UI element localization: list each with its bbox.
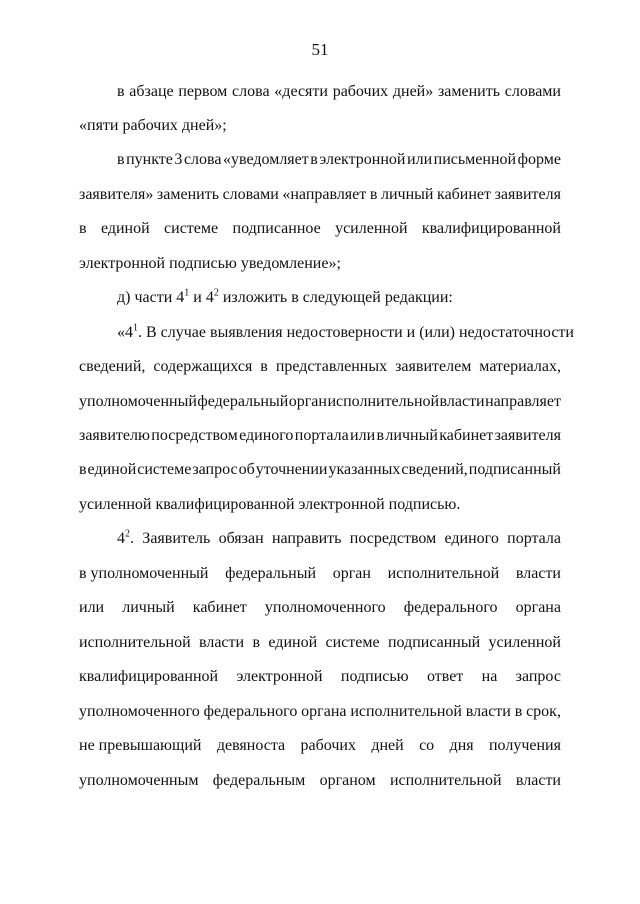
- word: или: [79, 599, 105, 616]
- word: в: [79, 220, 87, 237]
- text-fragment: д) части 4: [117, 289, 185, 306]
- superscript: 2: [125, 528, 130, 540]
- word: девяноста: [216, 737, 286, 754]
- text-line: [79, 460, 561, 480]
- text-line: [117, 529, 561, 549]
- word: словами: [222, 186, 279, 203]
- word: на: [481, 668, 498, 685]
- word: в: [376, 427, 385, 444]
- word: в: [252, 634, 261, 651]
- word: в: [260, 358, 268, 375]
- word: единого: [239, 427, 294, 444]
- word: 3: [174, 151, 183, 168]
- word: усиленной: [488, 634, 561, 651]
- text-fragment: 4: [117, 530, 125, 547]
- word: системе: [137, 461, 192, 478]
- word: в: [79, 461, 87, 478]
- word: запрос: [515, 668, 561, 685]
- superscript: 2: [213, 287, 219, 299]
- word: заявителя»: [79, 186, 154, 203]
- word: портала: [294, 427, 349, 444]
- word: исполнительной: [389, 772, 502, 789]
- word: подписью: [340, 668, 409, 685]
- text-line: [79, 736, 561, 756]
- text-line: усиленной квалифицированной электронной подписью.: [79, 496, 461, 513]
- word: кабинет: [439, 427, 494, 444]
- word: федеральный: [225, 565, 317, 582]
- word: или: [407, 151, 433, 168]
- text-fragment: . Заявитель обязан направить посредством единого портала: [130, 530, 561, 547]
- word: власти: [199, 634, 245, 651]
- text-fragment: изложить в следующей редакции:: [218, 289, 453, 306]
- text-line: [79, 219, 561, 239]
- word: усиленной: [335, 220, 408, 237]
- word: личный: [385, 427, 438, 444]
- word: личный: [380, 186, 434, 203]
- word: или: [350, 427, 376, 444]
- word: об: [238, 461, 255, 478]
- word: со: [419, 737, 435, 754]
- word: исполнительной: [350, 703, 462, 720]
- word: сведений,: [79, 358, 146, 375]
- text-line: [79, 633, 561, 653]
- text-line: [79, 598, 561, 618]
- word: кабинет: [192, 599, 247, 616]
- word: содержащихся: [153, 358, 253, 375]
- word: федеральный: [197, 393, 289, 410]
- text-line: «пяти рабочих дней»;: [79, 117, 227, 134]
- word: абзаце: [129, 83, 174, 100]
- word: подписанный: [387, 634, 481, 651]
- word: уполномоченным: [79, 772, 199, 789]
- word: заявителя: [494, 427, 561, 444]
- text-line: [117, 288, 561, 308]
- word: «направляет: [282, 186, 367, 203]
- word: письменной: [433, 151, 517, 168]
- word: квалифицированной: [421, 220, 561, 237]
- word: дня: [449, 737, 474, 754]
- superscript: 1: [133, 322, 138, 334]
- word: дней: [371, 737, 404, 754]
- text-line: [79, 426, 561, 446]
- word: единой: [268, 634, 318, 651]
- word: слова: [183, 151, 222, 168]
- text-line: [79, 667, 561, 687]
- word: уполномоченный: [79, 393, 197, 410]
- word: в: [369, 186, 378, 203]
- word: органа: [515, 599, 561, 616]
- word: власти: [515, 565, 561, 582]
- word: орган: [288, 393, 327, 410]
- text-line: [79, 185, 561, 205]
- word: указанных: [328, 461, 401, 478]
- word: уполномоченного: [264, 599, 386, 616]
- word: направляет: [485, 393, 561, 410]
- word: сведений,: [401, 461, 468, 478]
- word: подписанное: [232, 220, 321, 237]
- word: ответ: [426, 668, 464, 685]
- word: власти: [465, 703, 511, 720]
- word: заявителю: [79, 427, 150, 444]
- text-line: [79, 702, 561, 722]
- word: электронной: [236, 668, 323, 685]
- word: органа: [301, 703, 347, 720]
- word: словами: [504, 83, 561, 100]
- text-line: электронной подписью уведомление»;: [79, 255, 341, 272]
- word: форме: [517, 151, 561, 168]
- text-line: [117, 322, 574, 343]
- word: дней»: [392, 83, 434, 100]
- word: квалифицированной: [79, 668, 219, 685]
- word: кабинет: [437, 186, 492, 203]
- text-line: [79, 392, 561, 412]
- word: системе: [164, 220, 219, 237]
- word: не превышающий: [79, 737, 202, 754]
- word: заменить: [437, 83, 501, 100]
- word: власти: [439, 393, 485, 410]
- word: системе: [325, 634, 380, 651]
- word: в: [514, 703, 523, 720]
- text-fragment: «4: [117, 324, 133, 341]
- word: власти: [515, 772, 561, 789]
- word: уточнении: [255, 461, 328, 478]
- word: представленных: [275, 358, 388, 375]
- text-line: [79, 771, 561, 791]
- word: материалах,: [479, 358, 561, 375]
- word: срок,: [526, 703, 561, 720]
- word: «десяти: [274, 83, 328, 100]
- word: уполномоченного: [79, 703, 200, 720]
- word: заявителем: [395, 358, 472, 375]
- word: исполнительной: [79, 634, 191, 651]
- word: единой: [87, 461, 137, 478]
- word: получения: [488, 737, 561, 754]
- word: исполнительной: [387, 565, 500, 582]
- word: рабочих: [300, 737, 356, 754]
- word: посредством: [151, 427, 238, 444]
- text-line: [79, 564, 561, 584]
- word: первом: [178, 83, 228, 100]
- word: федерального: [203, 703, 298, 720]
- page-number: 51: [311, 40, 329, 59]
- word: органом: [319, 772, 376, 789]
- text-line: [117, 150, 561, 170]
- word: заменить: [156, 186, 219, 203]
- word: единой: [100, 220, 150, 237]
- word: федеральным: [212, 772, 306, 789]
- word: рабочих: [332, 83, 389, 100]
- word: в: [310, 151, 318, 168]
- text-line: [117, 82, 561, 102]
- word: заявителя: [494, 186, 561, 203]
- word: подписанный: [468, 461, 561, 478]
- word: в уполномоченный: [79, 565, 209, 582]
- superscript: 1: [184, 287, 190, 299]
- text-fragment: . В случае выявления недостоверности и (или) недостаточности: [138, 324, 574, 341]
- word: электронной: [319, 151, 406, 168]
- word: личный: [122, 599, 175, 616]
- word: слова: [232, 83, 270, 100]
- word: пункте: [126, 151, 173, 168]
- word: в: [117, 151, 125, 168]
- word: запрос: [192, 461, 238, 478]
- text-fragment: и 4: [189, 289, 214, 306]
- word: орган: [332, 565, 371, 582]
- word: «уведомляет: [223, 151, 309, 168]
- word: федерального: [403, 599, 498, 616]
- text-line: [79, 357, 561, 377]
- word: исполнительной: [327, 393, 440, 410]
- word: в: [117, 83, 125, 100]
